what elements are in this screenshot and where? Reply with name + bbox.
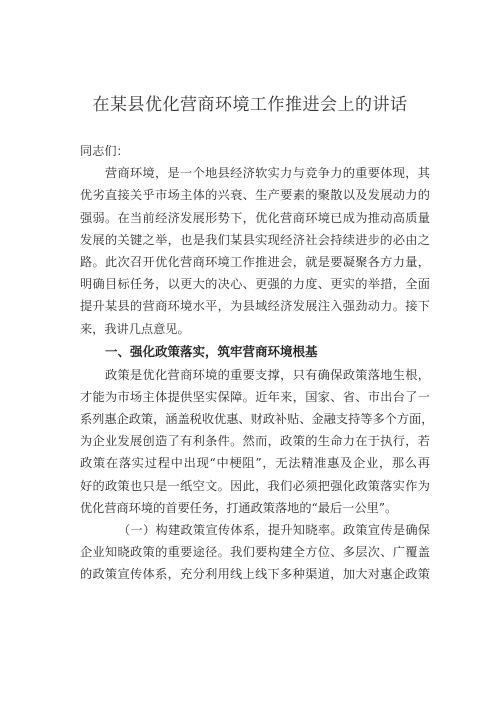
paragraph-line: 政策在落实过程中出现“中梗阻”，无法精准惠及企业，那么再: [80, 456, 430, 471]
paragraph-line: 路。此次召开优化营商环境工作推进会，就是要凝聚各方力量，: [80, 254, 430, 269]
paragraph-line: 的政策宣传体系，充分利用线上线下多种渠道，加大对惠企政策: [80, 567, 430, 582]
greeting: 同志们：: [80, 144, 129, 158]
paragraph-line: 企业知晓政策的重要途径。我们要构建全方位、多层次、广覆盖: [80, 545, 430, 560]
paragraph-line: （一）构建政策宣传体系，提升知晓率。政策宣传是确保: [118, 523, 430, 537]
paragraph-line: 优化营商环境的首要任务，打通政策落地的“最后一公里”。: [80, 500, 398, 515]
paragraph-line: 强弱。在当前经济发展形势下，优化营商环境已成为推动高质量: [80, 210, 430, 225]
paragraph-line: 明确目标任务，以更大的决心、更强的力度、更实的举措，全面: [80, 277, 430, 292]
paragraph-line: 为企业发展创造了有利条件。然而，政策的生命力在于执行，若: [80, 434, 430, 449]
paragraph-line: 好的政策也只是一纸空文。因此，我们必须把强化政策落实作为: [80, 478, 430, 493]
paragraph-line: 提升某县的营商环境水平，为县域经济发展注入强劲动力。接下: [80, 299, 430, 314]
paragraph-line: 才能为市场主体提供坚实保障。近年来，国家、省、市出台了一: [80, 389, 430, 404]
section1-paragraph: [80, 364, 434, 519]
paragraph-line: 优劣直接关乎市场主体的兴衰、生产要素的聚散以及发展动力的: [80, 188, 430, 203]
document-title: 在某县优化营商环境工作推进会上的讲话: [92, 95, 408, 115]
paragraph-line: 政策是优化营商环境的重要支撑，只有确保政策落地生根，: [105, 367, 430, 382]
subsection1-paragraph: [80, 519, 430, 586]
document-body: [80, 140, 434, 586]
paragraph-line: 来，我讲几点意见。: [80, 321, 190, 336]
paragraph-line: 营商环境，是一个地县经济软实力与竞争力的重要体现，其: [105, 166, 430, 181]
paragraph-line: 系列惠企政策，涵盖税收优惠、财政补贴、金融支持等多个方面，: [80, 412, 434, 427]
intro-paragraph: [80, 162, 430, 340]
section-heading: 一、强化政策落实，筑牢营商环境根基: [105, 343, 318, 359]
paragraph-line: 发展的关键之举，也是我们某县实现经济社会持续进步的必由之: [80, 232, 430, 247]
